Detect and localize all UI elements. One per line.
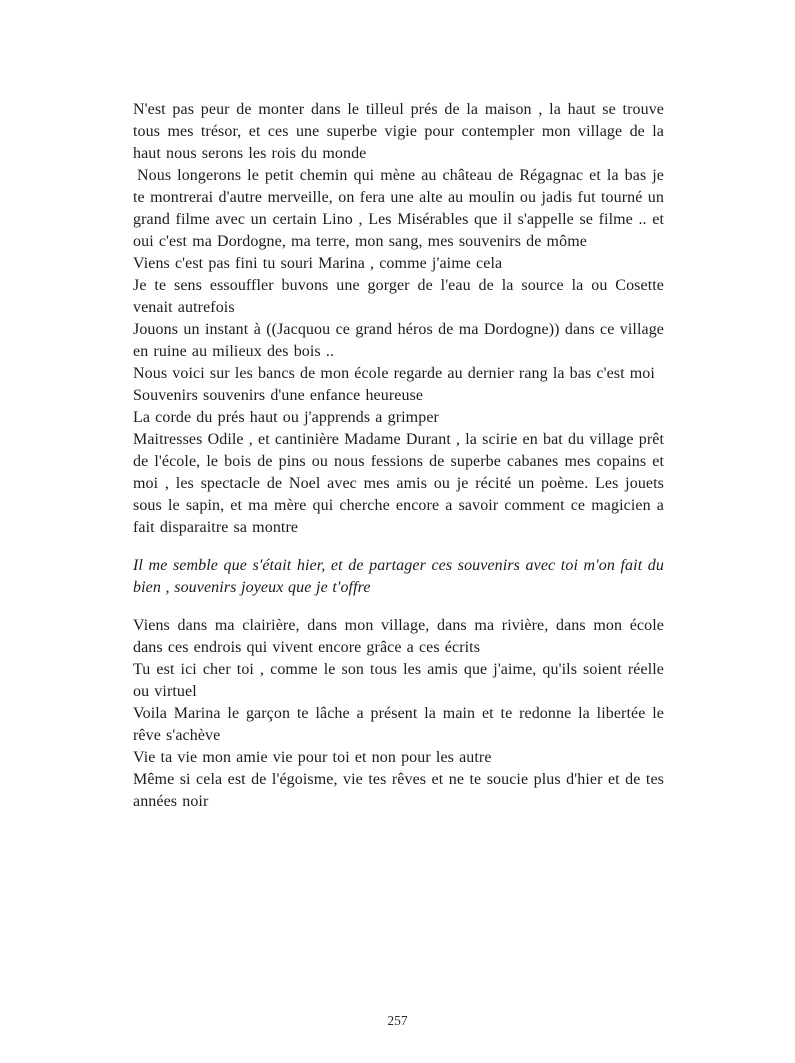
page-content — [133, 99, 664, 813]
paragraph-14: Vie ta vie mon amie vie pour toi et non pour les autre — [133, 749, 492, 766]
paragraph-7: Souvenirs souvenirs d'une enfance heureuse — [133, 387, 424, 404]
paragraph-10: Il me semble que s'était hier, et de partager ces souvenirs avec toi m'on fait du bien , souvenirs joyeux que je t'offre — [133, 557, 664, 596]
paragraph-2: Nous longerons le petit chemin qui mène au château de Régagnac et la bas je te montrerai d'autre merveille, on fera une alte au moulin ou jadis fut tourné un grand filme avec un certain Lino , Les Misérables que il s'appelle se filme .. et oui c'est ma Dordogne, ma terre, mon sang, mes souvenirs de môme — [133, 167, 664, 250]
paragraph-6: Nous voici sur les bancs de mon école regarde au dernier rang la bas c'est moi — [133, 365, 655, 382]
paragraph-3: Viens c'est pas fini tu souri Marina , comme j'aime cela — [133, 255, 503, 272]
page-number: 257 — [387, 1013, 408, 1028]
paragraph-11: Viens dans ma clairière, dans mon village, dans ma rivière, dans mon école dans ces endrois qui vivent encore grâce a ces écrits — [133, 617, 664, 656]
paragraph-12: Tu est ici cher toi , comme le son tous les amis que j'aime, qu'ils soient réelle ou virtuel — [133, 661, 664, 700]
paragraph-4: Je te sens essouffler buvons une gorger de l'eau de la source la ou Cosette venait autrefois — [133, 277, 664, 316]
paragraph-8: La corde du prés haut ou j'apprends a grimper — [133, 409, 439, 426]
paragraph-13: Voila Marina le garçon te lâche a présent la main et te redonne la libertée le rêve s'achève — [133, 705, 664, 744]
paragraph-5: Jouons un instant à ((Jacquou ce grand héros de ma Dordogne)) dans ce village en ruine au milieux des bois .. — [133, 321, 664, 360]
paragraph-15: Même si cela est de l'égoisme, vie tes rêves et ne te soucie plus d'hier et de tes années noir — [133, 771, 664, 810]
paragraph-1: N'est pas peur de monter dans le tilleul prés de la maison , la haut se trouve tous mes trésor, et ces une superbe vigie pour contempler mon village de la haut nous serons les rois du monde — [133, 101, 664, 162]
paragraph-9: Maitresses Odile , et cantinière Madame Durant , la scirie en bat du village prêt de l'école, le bois de pins ou nous fessions de superbe cabanes mes copains et moi , les spectacle de Noel avec mes amis ou je récité un poème. Les jouets sous le sapin, et ma mère qui cherche encore a savoir comment ce magicien a fait disparaitre sa montre — [133, 431, 664, 536]
